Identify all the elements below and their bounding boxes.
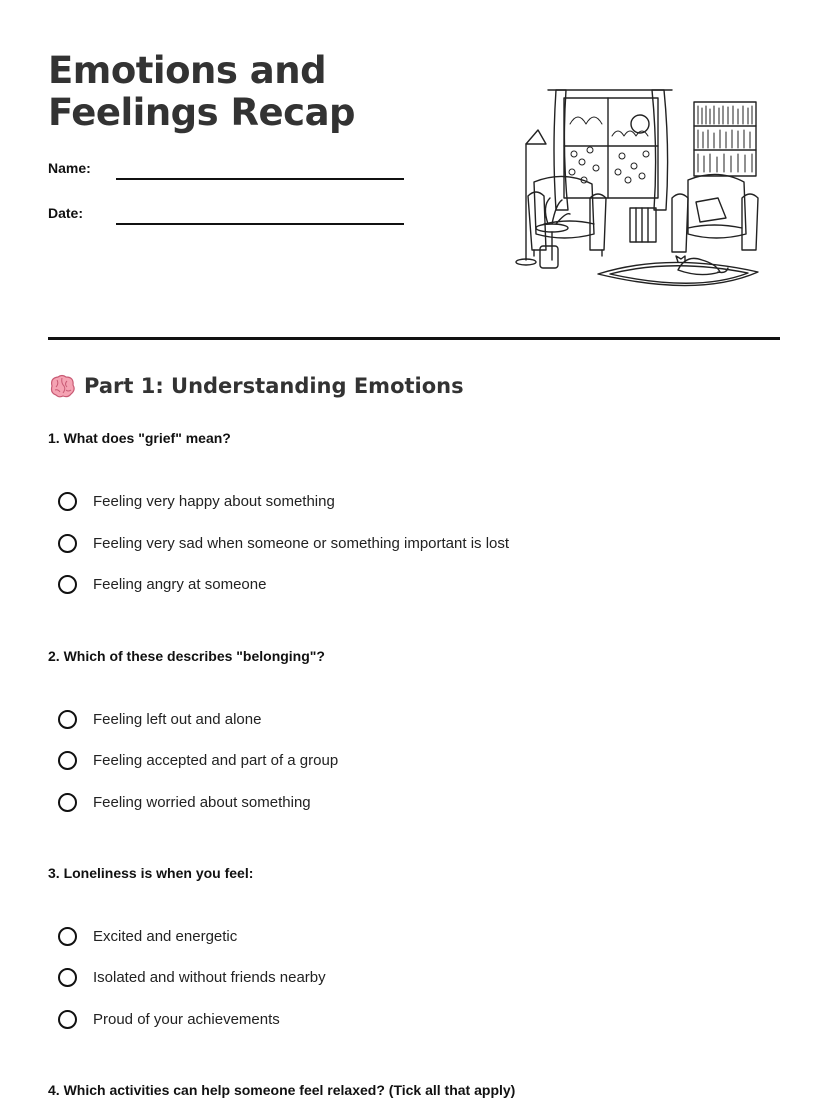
option-label: Feeling angry at someone xyxy=(93,576,267,593)
option-label: Isolated and without friends nearby xyxy=(93,969,326,986)
date-field[interactable] xyxy=(48,205,116,221)
date-line[interactable] xyxy=(116,223,404,225)
question-3: 3. Loneliness is when you feel: xyxy=(48,865,254,881)
question-1: 1. What does "grief" mean? xyxy=(48,430,231,446)
date-label: Date: xyxy=(48,205,84,221)
question-2: 2. Which of these describes "belonging"? xyxy=(48,648,325,664)
option-label: Feeling left out and alone xyxy=(93,711,262,728)
question-1-option-1[interactable] xyxy=(58,492,335,511)
radio-button[interactable] xyxy=(58,968,77,987)
option-label: Proud of your achievements xyxy=(93,1011,280,1028)
option-label: Feeling accepted and part of a group xyxy=(93,752,339,769)
option-label: Feeling worried about something xyxy=(93,794,311,811)
name-label: Name: xyxy=(48,160,91,176)
radio-button[interactable] xyxy=(58,751,77,770)
question-2-option-2[interactable] xyxy=(58,751,338,770)
question-1-option-3[interactable] xyxy=(58,575,266,594)
brain-icon xyxy=(48,374,76,398)
radio-button[interactable] xyxy=(58,710,77,729)
worksheet-title: Emotions and Feelings Recap xyxy=(48,49,356,134)
name-field[interactable] xyxy=(48,160,116,176)
section-divider xyxy=(48,337,780,340)
name-line[interactable] xyxy=(116,178,404,180)
option-label: Excited and energetic xyxy=(93,928,238,945)
radio-button[interactable] xyxy=(58,793,77,812)
radio-button[interactable] xyxy=(58,534,77,553)
radio-button[interactable] xyxy=(58,927,77,946)
question-4: 4. Which activities can help someone feel relaxed? (Tick all that apply) xyxy=(48,1082,516,1098)
part-1-heading-text: Part 1: Understanding Emotions xyxy=(84,374,464,398)
option-label: Feeling very sad when someone or something important is lost xyxy=(93,535,510,552)
question-3-option-1[interactable] xyxy=(58,927,237,946)
question-2-option-3[interactable] xyxy=(58,793,311,812)
cozy-living-room-illustration xyxy=(512,84,768,296)
option-label: Feeling very happy about something xyxy=(93,493,335,510)
question-1-option-2[interactable] xyxy=(58,534,509,553)
question-3-option-2[interactable] xyxy=(58,968,326,987)
question-2-option-1[interactable] xyxy=(58,710,261,729)
part-1-heading xyxy=(48,374,464,398)
radio-button[interactable] xyxy=(58,1010,77,1029)
question-3-option-3[interactable] xyxy=(58,1010,280,1029)
radio-button[interactable] xyxy=(58,575,77,594)
radio-button[interactable] xyxy=(58,492,77,511)
